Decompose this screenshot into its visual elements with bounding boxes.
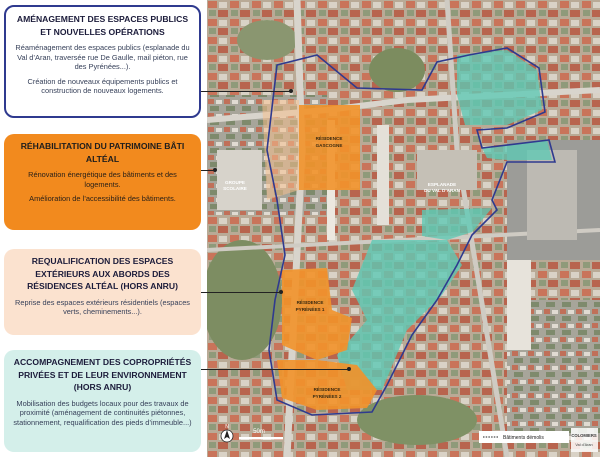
scale-label: 50m — [253, 429, 265, 435]
leader-dot-coproprietes — [347, 367, 351, 371]
label-residence-gascogne-1: RÉSIDENCE — [315, 136, 343, 141]
aerial-map — [207, 0, 600, 457]
label-residence-pyrenees2-2: PYRÉNÉES 2 — [312, 394, 342, 399]
north-arrow-icon — [221, 430, 233, 442]
leader-line-requalification — [201, 292, 281, 293]
svg-text:COLOMIERS: COLOMIERS — [571, 433, 597, 438]
scale-bar — [239, 437, 283, 440]
card-requalification-title: REQUALIFICATION DES ESPACES EXTÉRIEURS AUX ABORDS DES RÉSIDENCES ALTÉAL (HORS ANRU) — [27, 256, 178, 291]
card-public-spaces-title: AMÉNAGEMENT DES ESPACES PUBLICS ET NOUVELLES OPÉRATIONS — [16, 14, 189, 37]
leader-dot-rehabilitation — [213, 168, 217, 172]
card-rehabilitation-text-1: Rénovation énergétique des bâtiments et des logements. — [28, 170, 177, 189]
colomiers-logo — [571, 428, 598, 452]
card-coproprietes — [4, 350, 201, 452]
card-requalification-text-1: Reprise des espaces extérieurs résidentiels (espaces verts, cheminements...). — [15, 297, 190, 317]
card-requalification — [4, 249, 201, 335]
card-coproprietes-text-1: Mobilisation des budgets locaux pour des travaux de proximité (aménagement de continuités piétonnes, stationnement, requalification des pieds d’immeuble...) — [13, 398, 192, 427]
leader-line-public-spaces — [201, 91, 291, 92]
label-residence-pyrenees1-2: PYRÉNÉES 1 — [295, 307, 325, 312]
label-groupe-scolaire-1: GROUPE — [225, 180, 245, 185]
label-residence-gascogne-2: GASCOGNE — [315, 143, 343, 148]
label-groupe-scolaire-2: SCOLAIRE — [223, 186, 247, 191]
label-esplanade-1: ESPLANADE — [427, 182, 457, 187]
card-rehabilitation-title: RÉHABILITATION DU PATRIMOINE BÂTI ALTÉAL — [20, 141, 185, 164]
card-public-spaces-text-1: Réaménagement des espaces publics (esplanade du Val d’Aran, traversée rue De Gaulle, mail piéton, rue des Pyrénées...). — [15, 43, 190, 72]
card-rehabilitation — [4, 134, 201, 230]
label-residence-pyrenees2-1: RÉSIDENCE — [313, 387, 341, 392]
leader-dot-requalification — [279, 290, 283, 294]
svg-text:Val d’Aran: Val d’Aran — [575, 443, 593, 447]
label-residence-pyrenees1-1: RÉSIDENCE — [296, 300, 324, 305]
north-label: N — [225, 424, 229, 430]
card-public-spaces-text-2: Création de nouveaux équipements publics et construction de nouveaux logements. — [27, 76, 178, 96]
card-coproprietes-title: ACCOMPAGNEMENT DES COPROPRIÉTÉS PRIVÉES ET DE LEUR ENVIRONNEMENT (HORS ANRU) — [13, 357, 192, 392]
leader-dot-public-spaces — [289, 89, 293, 93]
card-rehabilitation-text-2: Amélioration de l’accessibilité des bâtiments. — [29, 194, 176, 204]
label-esplanade-2: DU VAL D’ARAN — [424, 188, 460, 193]
leader-line-coproprietes — [201, 369, 349, 370]
legend-label: Bâtiments démolis — [503, 435, 544, 441]
card-public-spaces — [4, 5, 201, 118]
